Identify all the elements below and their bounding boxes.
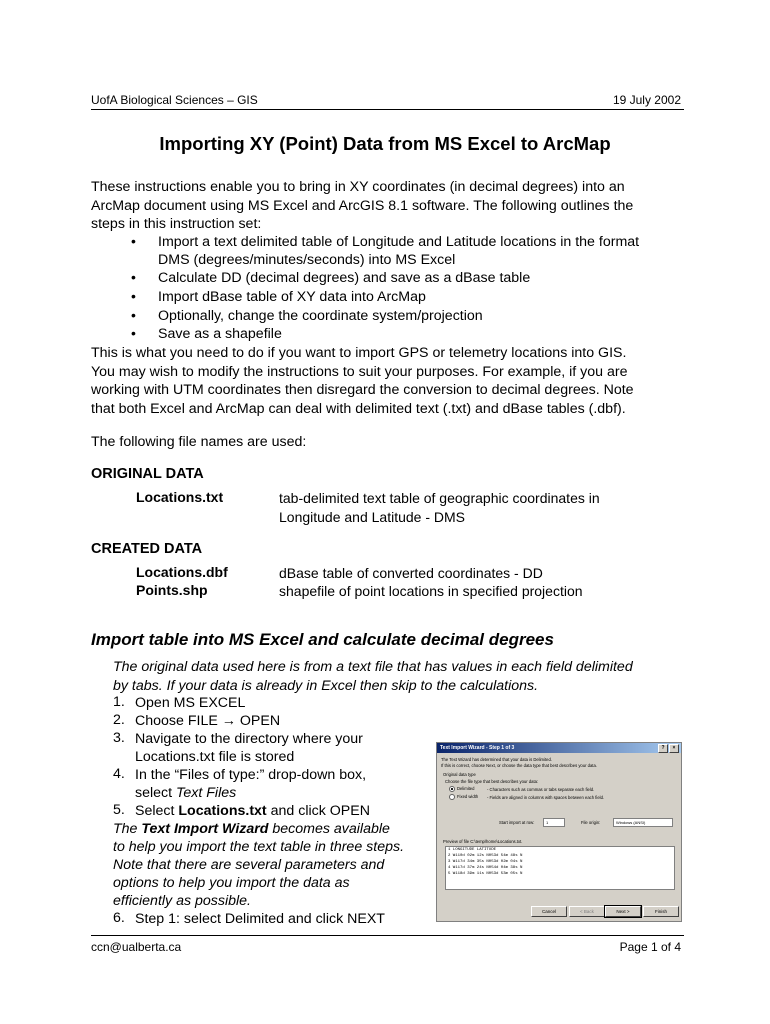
footer-rule xyxy=(91,935,684,936)
step-text: Navigate to the directory where your xyxy=(135,731,363,747)
next-button: Next > xyxy=(605,906,641,917)
section-note xyxy=(113,658,633,695)
bullet-dot: • xyxy=(131,307,136,323)
step-text xyxy=(135,802,370,820)
step-text: Choose FILE → OPEN xyxy=(135,713,281,729)
created-file-name: Points.shp xyxy=(136,582,208,598)
dialog-window-buttons xyxy=(658,744,679,753)
close-icon: × xyxy=(669,744,679,753)
step-text-part: Select xyxy=(135,803,179,819)
bullet-item: Optionally, change the coordinate system/projection xyxy=(158,308,483,324)
step-number: 1. xyxy=(113,694,125,710)
wizard-note-line: options to help you import the data as xyxy=(113,875,350,891)
bullet-dot: • xyxy=(131,288,136,304)
radio-icon xyxy=(449,794,455,800)
step-text-bold: Locations.txt xyxy=(178,803,267,819)
desc-line: Longitude and Latitude - DMS xyxy=(279,509,466,525)
original-file-name: Locations.txt xyxy=(136,489,224,505)
page-title: Importing XY (Point) Data from MS Excel to ArcMap xyxy=(159,133,611,154)
bullet-item: Import dBase table of XY data into ArcMap xyxy=(158,289,426,305)
preview-row: 1 LONGITUDE LATITUDE xyxy=(448,848,497,852)
after-line: You may wish to modify the instructions to suit your purposes. For example, if you are xyxy=(91,363,628,380)
preview-label: Preview of file C:\temp\home\Locations.txt. xyxy=(443,839,523,844)
intro-line: steps in this instruction set: xyxy=(91,216,262,232)
footer-page-number: Page 1 of 4 xyxy=(619,940,681,954)
header-left: UofA Biological Sciences – GIS xyxy=(91,93,258,107)
bullet-item-continuation: DMS (degrees/minutes/seconds) into MS Excel xyxy=(158,252,456,268)
intro-paragraph xyxy=(91,178,633,234)
radio-label: Delimited xyxy=(457,786,475,792)
radio-label: Fixed width xyxy=(457,794,479,800)
preview-row: 4 W117d 37m 24s N054d 04m 38s N xyxy=(448,866,523,870)
finish-button: Finish xyxy=(643,906,679,917)
radio-fixed-width xyxy=(449,794,478,800)
step-text: Open MS EXCEL xyxy=(135,695,246,711)
back-button: < Back xyxy=(569,906,605,917)
created-file-desc: shapefile of point locations in specified projection xyxy=(279,583,583,599)
file-origin-label: File origin: xyxy=(581,820,601,825)
radio-selected-icon xyxy=(449,786,455,792)
note-part: The xyxy=(113,821,142,837)
note-bold: Text Import Wizard xyxy=(141,821,269,837)
header-rule xyxy=(91,109,684,110)
start-row-field: 1 xyxy=(543,818,565,827)
step-text-part: and click OPEN xyxy=(266,803,370,819)
dialog-titlebar xyxy=(437,743,681,753)
step-number: 5. xyxy=(113,802,125,818)
footer-email: ccn@ualberta.ca xyxy=(91,940,182,954)
help-icon: ? xyxy=(658,744,668,753)
preview-row: 5 W118d 39m 11s N053d 53m 05s N xyxy=(448,872,523,876)
preview-box xyxy=(445,846,675,890)
section-heading: Import table into MS Excel and calculate decimal degrees xyxy=(91,630,554,649)
wizard-note-line: Note that there are several parameters and xyxy=(113,857,385,873)
bullet-item: Calculate DD (decimal degrees) and save as a dBase table xyxy=(158,270,531,286)
wizard-note xyxy=(113,820,404,910)
file-names-intro: The following file names are used: xyxy=(91,434,307,450)
header-date: 19 July 2002 xyxy=(612,93,681,107)
original-data-heading: ORIGINAL DATA xyxy=(91,466,204,482)
wizard-note-line: efficiently as possible. xyxy=(113,893,252,909)
intro-line: These instructions enable you to bring in XY coordinates (in decimal degrees) into an xyxy=(91,179,625,195)
cancel-button: Cancel xyxy=(531,906,567,917)
note-part: becomes available xyxy=(268,821,390,837)
created-data-heading: CREATED DATA xyxy=(91,541,203,557)
created-file-name: Locations.dbf xyxy=(136,564,228,580)
step-text-part: select xyxy=(135,785,177,801)
radio-desc: - Fields are aligned in columns with spaces between each field. xyxy=(487,795,605,800)
desc-line: tab-delimited text table of geographic coordinates in xyxy=(279,490,600,506)
step-number: 3. xyxy=(113,730,125,746)
step-text: Step 1: select Delimited and click NEXT xyxy=(135,911,385,927)
radio-desc: - Characters such as commas or tabs separate each field. xyxy=(487,787,595,792)
step-number: 6. xyxy=(113,910,125,926)
dialog-group-label: Original data type xyxy=(443,772,476,777)
dialog-group-sub: Choose the file type that best describes your data: xyxy=(445,779,539,784)
bullet-dot: • xyxy=(131,269,136,285)
note-line: The original data used here is from a text file that has values in each field delimited xyxy=(113,659,633,675)
original-file-desc xyxy=(279,489,600,527)
preview-row: 3 W117d 34m 35s N053d 02m 04s N xyxy=(448,860,523,864)
bullet-dot: • xyxy=(131,325,136,341)
dialog-title: Text Import Wizard - Step 1 of 3 xyxy=(440,745,515,751)
file-origin-select: Windows (ANSI) xyxy=(613,818,673,827)
step-text-italic: Text Files xyxy=(176,785,237,801)
wizard-note-line xyxy=(113,820,404,838)
note-line: by tabs. If your data is already in Excel then skip to the calculations. xyxy=(113,677,539,694)
intro-line: ArcMap document using MS Excel and ArcGIS 8.1 software. The following outlines the xyxy=(91,197,634,214)
bullet-item: Save as a shapefile xyxy=(158,326,282,342)
bullet-item: Import a text delimited table of Longitude and Latitude locations in the format xyxy=(158,234,640,250)
wizard-note-line: to help you import the text table in three steps. xyxy=(113,839,405,855)
bullet-dot: • xyxy=(131,233,136,249)
preview-row: 2 W110d 02m 12s N053d 54m 48s N xyxy=(448,854,523,858)
after-line: This is what you need to do if you want to import GPS or telemetry locations into GIS. xyxy=(91,345,627,361)
step-number: 4. xyxy=(113,766,125,782)
step-text: In the “Files of type:” drop-down box, xyxy=(135,767,367,783)
start-row-label: Start import at row: xyxy=(499,820,535,825)
created-file-desc: dBase table of converted coordinates - DD xyxy=(279,565,543,581)
dialog-line: The Text Wizard has determined that your data is Delimited. xyxy=(441,757,552,762)
step-text: Locations.txt file is stored xyxy=(135,749,295,765)
step-number: 2. xyxy=(113,712,125,728)
after-line: working with UTM coordinates then disregard the conversion to decimal degrees. Note xyxy=(91,382,634,398)
dialog-line: If this is correct, choose Next, or choose the data type that best describes your data. xyxy=(441,763,597,768)
after-paragraph xyxy=(91,344,634,418)
after-line: that both Excel and ArcMap can deal with delimited text (.txt) and dBase tables (.dbf). xyxy=(91,400,626,417)
radio-delimited xyxy=(449,786,474,792)
step-text xyxy=(135,784,236,802)
text-import-wizard-screenshot xyxy=(436,742,682,922)
